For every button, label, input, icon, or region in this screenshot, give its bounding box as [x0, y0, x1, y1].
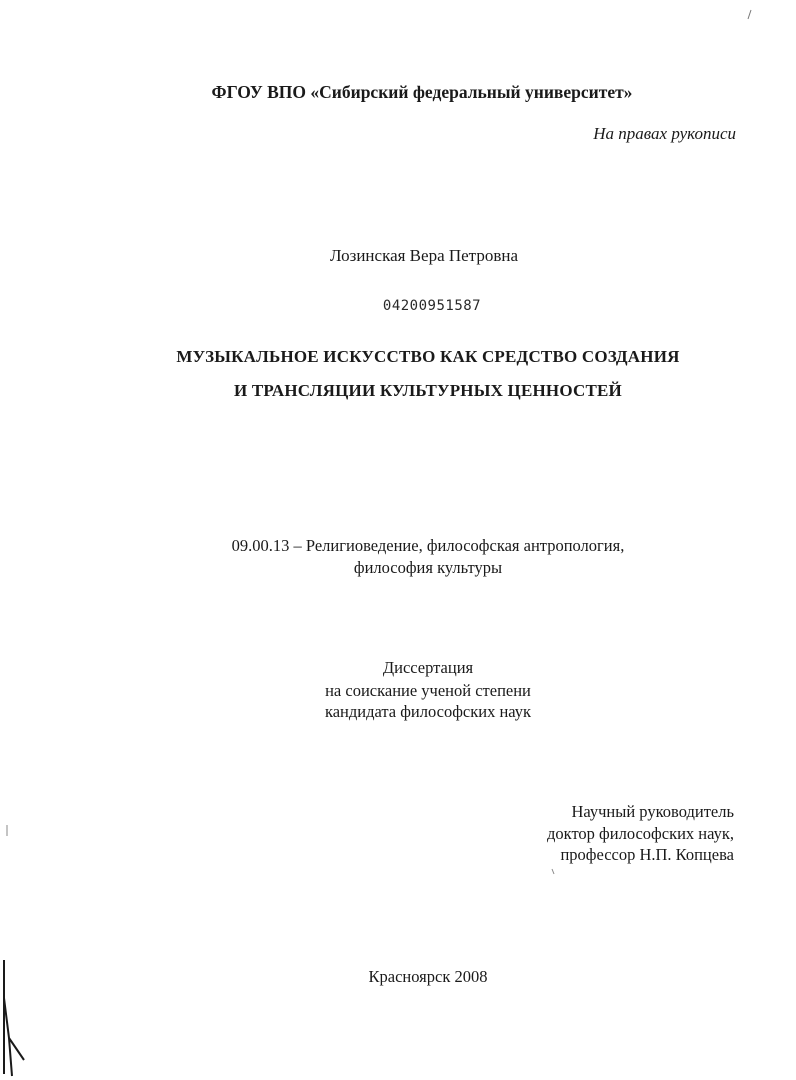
scan-tick-mark-top-right	[744, 8, 754, 22]
manuscript-rights-note: На правах рукописи	[593, 124, 736, 143]
supervisor-degree: доктор философских наук,	[547, 824, 734, 843]
specialty-line-2: философия культуры	[353, 558, 503, 577]
scan-dot-mark	[550, 868, 556, 876]
supervisor-role: Научный руководитель	[571, 802, 734, 821]
institution-name: ФГОУ ВПО «Сибирский федеральный университет»	[211, 82, 633, 102]
supervisor-name: профессор Н.П. Копцева	[560, 845, 734, 864]
specialty-line-1: 09.00.13 – Религиоведение, философская антропология,	[231, 536, 625, 555]
scan-tick-mark-left	[4, 824, 10, 838]
city-year: Красноярск 2008	[368, 967, 488, 986]
degree-purpose: на соискание ученой степени	[325, 681, 531, 700]
degree-name: кандидата философских наук	[324, 702, 532, 721]
dissertation-title-line-2: И ТРАНСЛЯЦИИ КУЛЬТУРНЫХ ЦЕННОСТЕЙ	[234, 381, 622, 400]
scan-edge-mark-bottom-left	[0, 958, 30, 1080]
dissertation-label: Диссертация	[382, 658, 474, 677]
document-number: 04200951587	[382, 298, 482, 314]
author-name: Лозинская Вера Петровна	[330, 246, 518, 265]
dissertation-title-line-1: МУЗЫКАЛЬНОЕ ИСКУССТВО КАК СРЕДСТВО СОЗДАНИЯ	[176, 347, 680, 366]
